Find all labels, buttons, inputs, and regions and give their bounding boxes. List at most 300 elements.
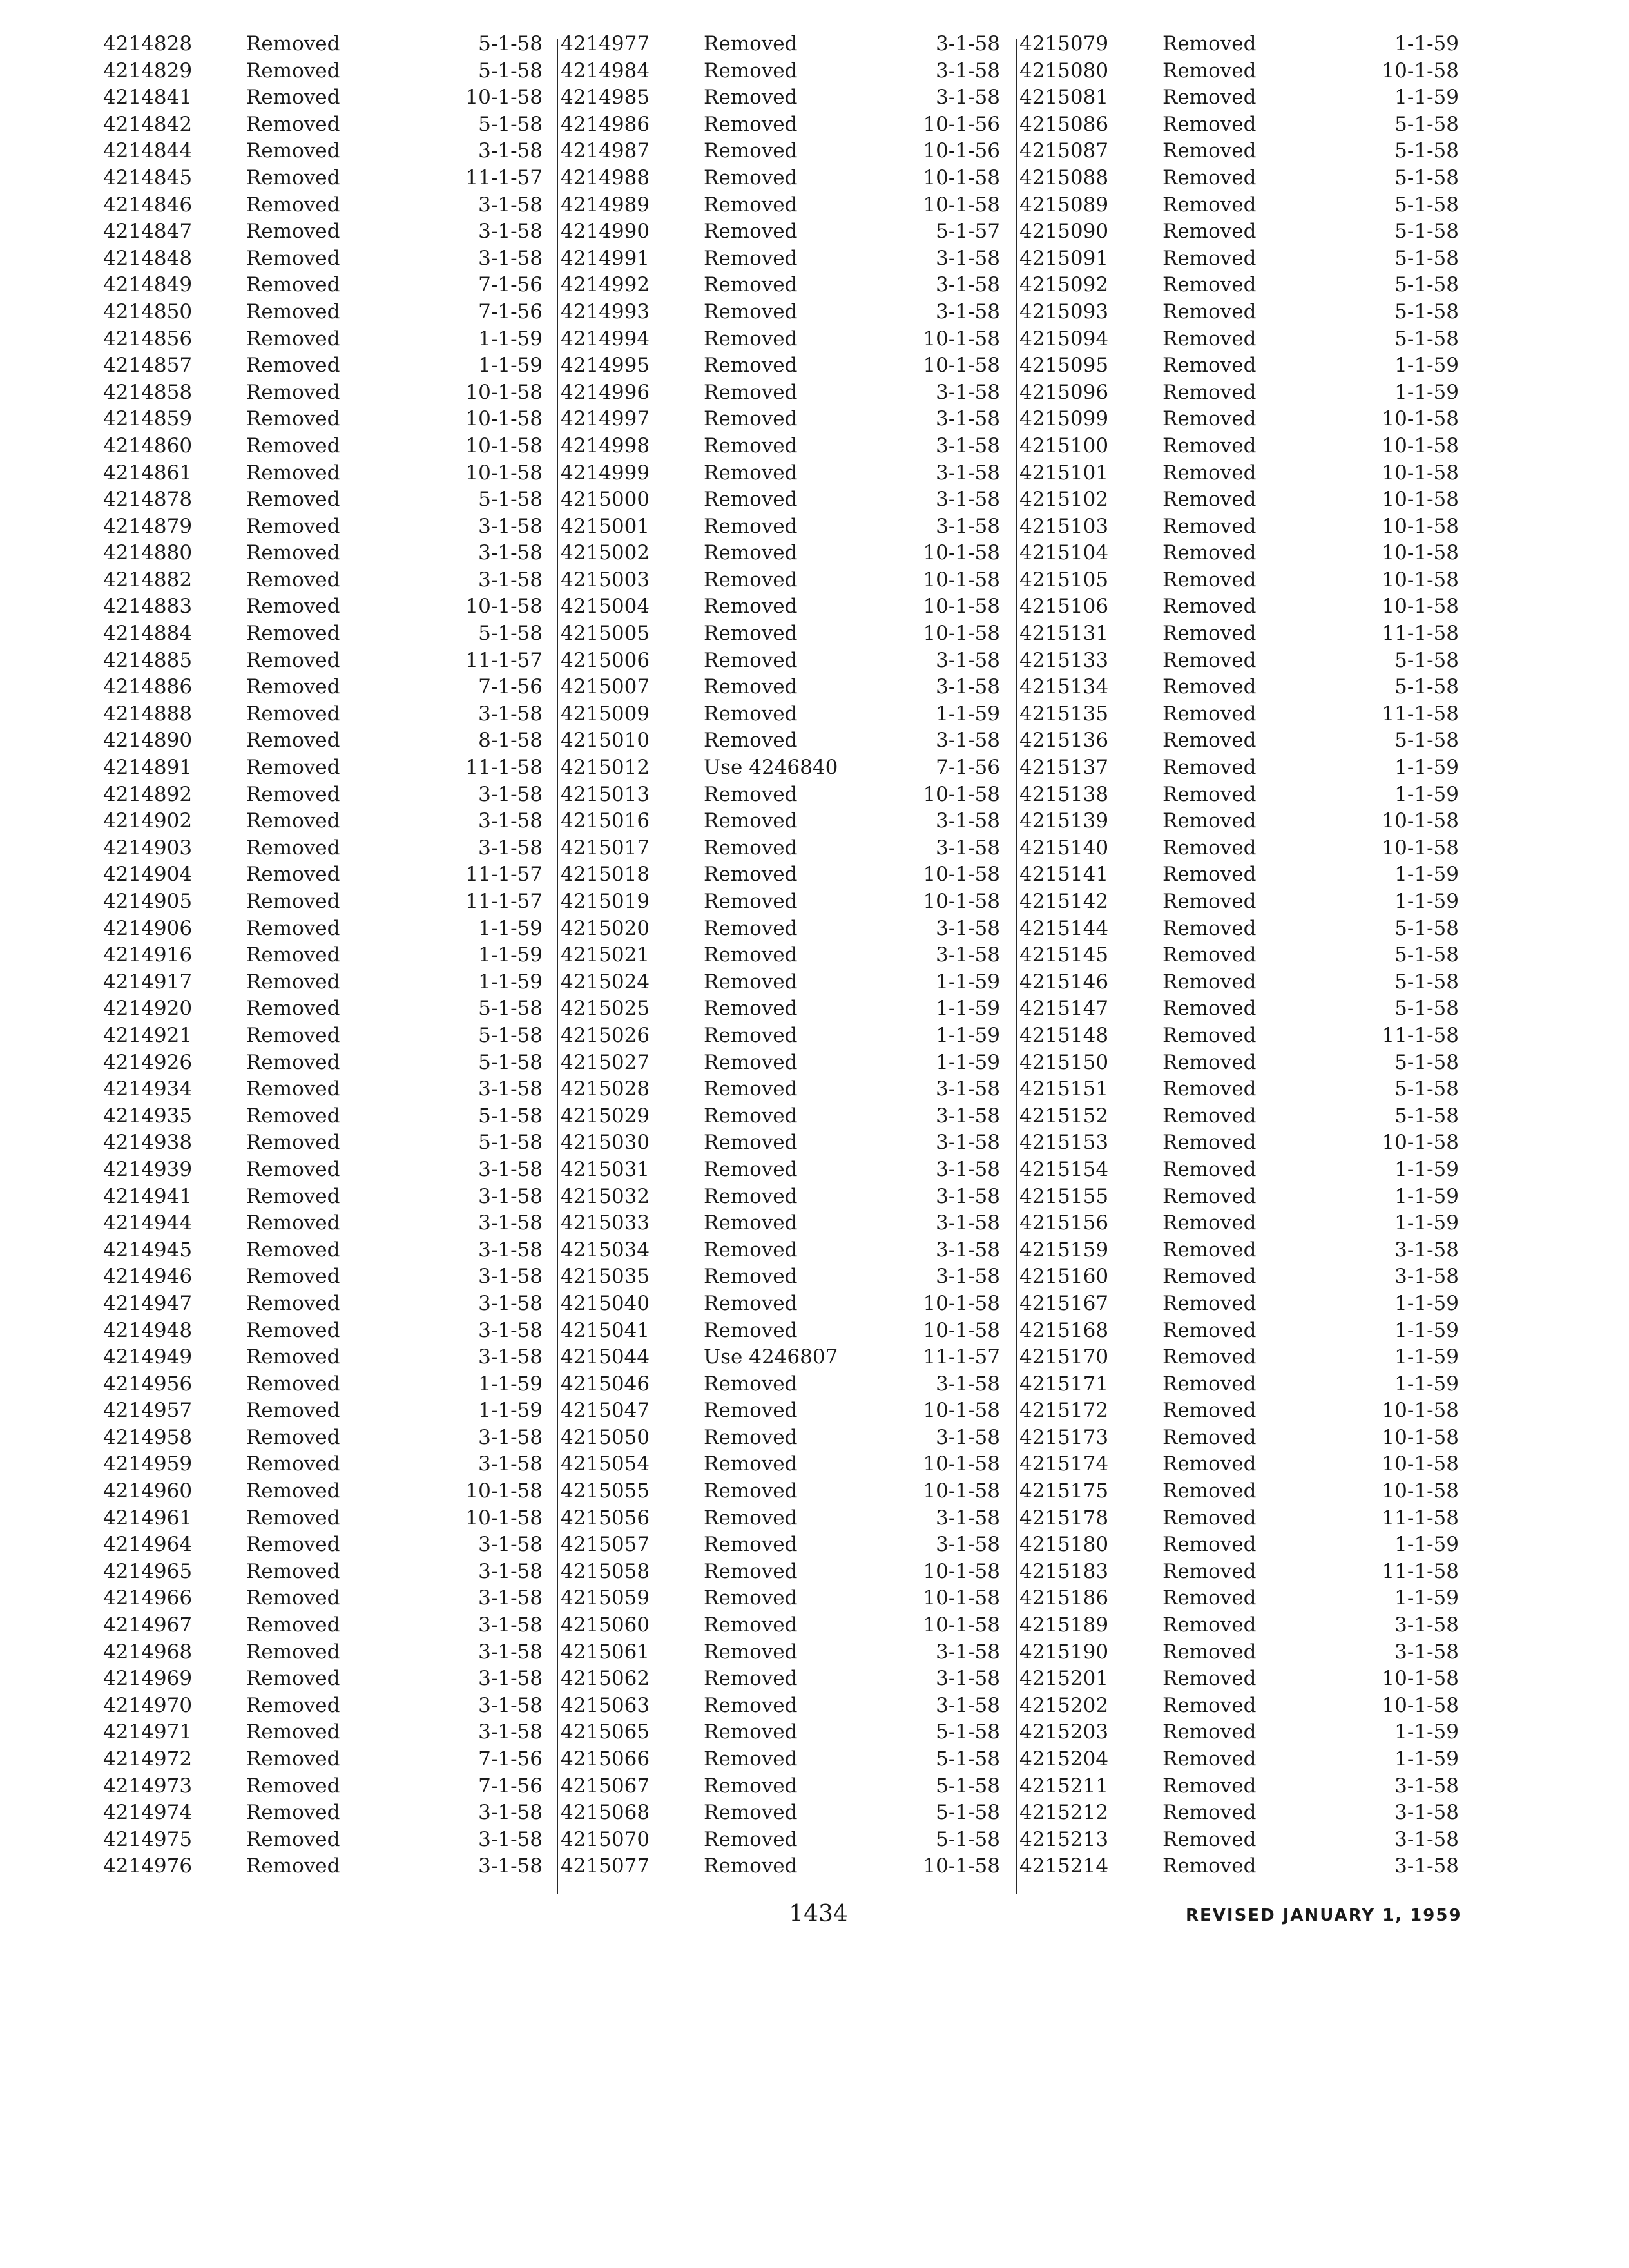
status-text: Removed: [1162, 32, 1257, 55]
table-row: [103, 1103, 554, 1130]
part-number: 4215001: [561, 514, 650, 538]
effective-date: 3-1-58: [936, 59, 1000, 82]
effective-date: 5-1-58: [1394, 300, 1459, 323]
table-row: [103, 1425, 554, 1452]
effective-date: 1-1-59: [1394, 86, 1459, 110]
status-text: Removed: [704, 514, 798, 538]
status-text: Removed: [1162, 1479, 1257, 1503]
table-row: [561, 1693, 1012, 1720]
status-text: Removed: [246, 1184, 340, 1208]
table-row: [1019, 84, 1470, 111]
status-text: Removed: [704, 1425, 798, 1449]
part-number: 4214880: [103, 541, 193, 565]
table-row: [1019, 1103, 1470, 1130]
effective-date: 10-1-58: [1382, 836, 1459, 860]
table-row: [1019, 1371, 1470, 1398]
table-row: [1019, 1318, 1470, 1345]
status-text: Removed: [1162, 970, 1257, 994]
effective-date: 3-1-58: [936, 1104, 1000, 1128]
table-row: [1019, 1639, 1470, 1666]
effective-date: 3-1-58: [478, 1077, 543, 1101]
effective-date: 5-1-58: [1394, 997, 1459, 1021]
effective-date: 11-1-57: [465, 890, 543, 913]
effective-date: 1-1-59: [1394, 1586, 1459, 1610]
effective-date: 3-1-58: [936, 488, 1000, 512]
effective-date: 3-1-58: [1394, 1854, 1459, 1878]
effective-date: 10-1-58: [1382, 809, 1459, 833]
part-number: 4214958: [103, 1425, 193, 1449]
effective-date: 10-1-58: [1382, 595, 1459, 619]
effective-date: 3-1-58: [478, 1425, 543, 1449]
part-number: 4214842: [103, 112, 193, 136]
part-number: 4215066: [561, 1747, 650, 1771]
part-number: 4214985: [561, 86, 650, 110]
effective-date: 1-1-59: [936, 970, 1000, 994]
status-text: Removed: [1162, 1586, 1257, 1610]
effective-date: 11-1-57: [465, 648, 543, 672]
part-number: 4215087: [1019, 139, 1109, 163]
part-number: 4214976: [103, 1854, 193, 1878]
effective-date: 5-1-58: [1394, 139, 1459, 163]
status-text: Use 4246807: [704, 1345, 838, 1369]
status-text: Removed: [1162, 1104, 1257, 1128]
effective-date: 1-1-59: [478, 354, 543, 378]
effective-date: 10-1-58: [1382, 1399, 1459, 1423]
table-row: [561, 1050, 1012, 1077]
table-row: [1019, 192, 1470, 219]
part-number: 4215034: [561, 1238, 650, 1262]
effective-date: 11-1-58: [1382, 702, 1459, 726]
effective-date: 10-1-58: [923, 568, 1000, 591]
table-row: [1019, 58, 1470, 85]
table-row: [103, 514, 554, 541]
effective-date: 3-1-58: [478, 1667, 543, 1691]
effective-date: 11-1-58: [1382, 622, 1459, 646]
table-row: [561, 567, 1012, 594]
table-row: [561, 1344, 1012, 1371]
effective-date: 1-1-59: [1394, 1533, 1459, 1557]
table-row: [561, 1157, 1012, 1184]
part-number: 4214856: [103, 327, 193, 351]
status-text: Removed: [246, 1238, 340, 1262]
effective-date: 10-1-58: [923, 1586, 1000, 1610]
table-row: [1019, 31, 1470, 58]
table-row: [561, 299, 1012, 326]
part-number: 4215104: [1019, 541, 1109, 565]
table-row: [561, 1853, 1012, 1880]
table-row: [1019, 1291, 1470, 1318]
status-text: Removed: [704, 1023, 798, 1047]
status-text: Removed: [704, 595, 798, 619]
table-row: [103, 782, 554, 809]
status-text: Removed: [1162, 1693, 1257, 1717]
part-number: 4215057: [561, 1533, 650, 1557]
status-text: Removed: [704, 273, 798, 297]
table-row: [1019, 1505, 1470, 1532]
effective-date: 7-1-56: [478, 1774, 543, 1798]
table-row: [561, 1639, 1012, 1666]
table-row: [103, 916, 554, 943]
effective-date: 3-1-58: [936, 32, 1000, 55]
table-row: [1019, 995, 1470, 1023]
part-number: 4215081: [1019, 86, 1109, 110]
status-text: Removed: [246, 488, 340, 512]
effective-date: 3-1-58: [478, 1640, 543, 1664]
part-number: 4215062: [561, 1667, 650, 1691]
status-text: Removed: [1162, 1774, 1257, 1798]
part-number: 4214890: [103, 729, 193, 753]
part-number: 4215091: [1019, 246, 1109, 270]
effective-date: 1-1-59: [1394, 354, 1459, 378]
status-text: Removed: [246, 1104, 340, 1128]
status-text: Removed: [704, 1506, 798, 1530]
table-row: [1019, 674, 1470, 701]
part-number: 4214964: [103, 1533, 193, 1557]
status-text: Removed: [1162, 1184, 1257, 1208]
status-text: Removed: [1162, 461, 1257, 485]
part-number: 4214884: [103, 622, 193, 646]
part-number: 4215079: [1019, 32, 1109, 55]
table-row: [561, 1773, 1012, 1800]
part-number: 4215139: [1019, 809, 1109, 833]
status-text: Removed: [704, 1801, 798, 1825]
part-number: 4215055: [561, 1479, 650, 1503]
table-row: [561, 889, 1012, 916]
effective-date: 10-1-58: [465, 1506, 543, 1530]
effective-date: 10-1-58: [923, 595, 1000, 619]
part-number: 4214848: [103, 246, 193, 270]
part-number: 4215088: [1019, 166, 1109, 189]
table-row: [561, 1800, 1012, 1827]
part-number: 4215000: [561, 488, 650, 512]
table-row: [103, 861, 554, 889]
part-number: 4214906: [103, 916, 193, 940]
status-text: Removed: [246, 541, 340, 565]
status-text: Removed: [246, 863, 340, 887]
status-text: Removed: [246, 1077, 340, 1101]
table-row: [1019, 1773, 1470, 1800]
table-row: [561, 861, 1012, 889]
status-text: Removed: [246, 970, 340, 994]
part-number: 4215146: [1019, 970, 1109, 994]
effective-date: 3-1-58: [936, 1157, 1000, 1181]
status-text: Removed: [1162, 916, 1257, 940]
part-number: 4215151: [1019, 1077, 1109, 1101]
effective-date: 8-1-58: [478, 729, 543, 753]
effective-date: 5-1-58: [936, 1801, 1000, 1825]
table-row: [103, 1129, 554, 1157]
effective-date: 10-1-58: [1382, 1452, 1459, 1476]
part-number: 4214841: [103, 86, 193, 110]
status-text: Removed: [1162, 702, 1257, 726]
part-number: 4214959: [103, 1452, 193, 1476]
status-text: Removed: [246, 434, 340, 457]
status-text: Removed: [1162, 1265, 1257, 1289]
table-row: [561, 1237, 1012, 1264]
effective-date: 3-1-58: [478, 1854, 543, 1878]
status-text: Removed: [704, 863, 798, 887]
effective-date: 5-1-58: [1394, 246, 1459, 270]
table-row: [103, 299, 554, 326]
table-row: [103, 889, 554, 916]
effective-date: 10-1-58: [923, 1479, 1000, 1503]
part-number: 4215094: [1019, 327, 1109, 351]
part-number: 4214917: [103, 970, 193, 994]
part-number: 4215003: [561, 568, 650, 591]
effective-date: 5-1-58: [1394, 648, 1459, 672]
part-number: 4214883: [103, 595, 193, 619]
table-row: [103, 1398, 554, 1425]
effective-date: 1-1-59: [1394, 1184, 1459, 1208]
part-number: 4215013: [561, 782, 650, 806]
part-number: 4214945: [103, 1238, 193, 1262]
table-row: [561, 648, 1012, 675]
table-row: [1019, 1746, 1470, 1773]
effective-date: 10-1-58: [1382, 434, 1459, 457]
effective-date: 10-1-58: [1382, 1425, 1459, 1449]
status-text: Removed: [1162, 273, 1257, 297]
part-number: 4215134: [1019, 675, 1109, 699]
status-text: Removed: [246, 1801, 340, 1825]
table-row: [561, 272, 1012, 299]
table-row: [1019, 1157, 1470, 1184]
part-number: 4215058: [561, 1559, 650, 1583]
table-row: [1019, 1666, 1470, 1693]
effective-date: 3-1-58: [478, 514, 543, 538]
effective-date: 11-1-58: [465, 756, 543, 780]
effective-date: 3-1-58: [936, 916, 1000, 940]
effective-date: 3-1-58: [936, 86, 1000, 110]
status-text: Removed: [1162, 166, 1257, 189]
part-number: 4214971: [103, 1720, 193, 1744]
effective-date: 1-1-59: [478, 943, 543, 967]
effective-date: 1-1-59: [1394, 1345, 1459, 1369]
table-row: [561, 1318, 1012, 1345]
table-row: [1019, 406, 1470, 433]
part-number: 4215145: [1019, 943, 1109, 967]
effective-date: 10-1-56: [923, 112, 1000, 136]
effective-date: 5-1-58: [478, 1023, 543, 1047]
table-row: [1019, 567, 1470, 594]
part-number: 4215175: [1019, 1479, 1109, 1503]
effective-date: 3-1-58: [936, 1425, 1000, 1449]
effective-date: 3-1-58: [478, 1720, 543, 1744]
part-number: 4214935: [103, 1104, 193, 1128]
table-row: [1019, 1532, 1470, 1559]
effective-date: 3-1-58: [936, 675, 1000, 699]
part-number: 4215026: [561, 1023, 650, 1047]
part-number: 4214892: [103, 782, 193, 806]
status-text: Removed: [1162, 59, 1257, 82]
table-row: [1019, 648, 1470, 675]
table-row: [103, 1291, 554, 1318]
effective-date: 3-1-58: [478, 809, 543, 833]
status-text: Removed: [704, 1479, 798, 1503]
part-number: 4215190: [1019, 1640, 1109, 1664]
effective-date: 5-1-58: [1394, 327, 1459, 351]
status-text: Removed: [704, 1774, 798, 1798]
effective-date: 5-1-58: [1394, 166, 1459, 189]
part-number: 4215004: [561, 595, 650, 619]
part-number: 4215050: [561, 1425, 650, 1449]
table-row: [1019, 782, 1470, 809]
status-text: Removed: [1162, 1050, 1257, 1074]
effective-date: 5-1-58: [478, 59, 543, 82]
effective-date: 1-1-59: [1394, 1372, 1459, 1396]
table-row: [561, 1827, 1012, 1854]
effective-date: 5-1-58: [478, 1131, 543, 1155]
effective-date: 10-1-58: [465, 380, 543, 404]
status-text: Removed: [1162, 1640, 1257, 1664]
table-row: [103, 567, 554, 594]
part-number: 4215030: [561, 1131, 650, 1155]
effective-date: 1-1-59: [1394, 1720, 1459, 1744]
status-text: Removed: [246, 112, 340, 136]
effective-date: 3-1-58: [478, 220, 543, 244]
status-text: Removed: [704, 1640, 798, 1664]
effective-date: 7-1-56: [478, 1747, 543, 1771]
effective-date: 1-1-59: [1394, 1747, 1459, 1771]
part-number: 4215135: [1019, 702, 1109, 726]
status-text: Removed: [246, 300, 340, 323]
effective-date: 10-1-58: [923, 1854, 1000, 1878]
table-row: [561, 754, 1012, 782]
part-number: 4215147: [1019, 997, 1109, 1021]
part-number: 4214961: [103, 1506, 193, 1530]
part-number: 4215032: [561, 1184, 650, 1208]
table-row: [103, 1719, 554, 1746]
effective-date: 5-1-58: [1394, 1050, 1459, 1074]
table-row: [103, 648, 554, 675]
part-number: 4214997: [561, 407, 650, 431]
effective-date: 1-1-59: [1394, 863, 1459, 887]
table-row: [561, 380, 1012, 407]
parts-column-1: [103, 31, 554, 1880]
status-text: Removed: [1162, 1801, 1257, 1825]
effective-date: 5-1-58: [1394, 1104, 1459, 1128]
table-row: [1019, 540, 1470, 567]
status-text: Removed: [246, 782, 340, 806]
status-text: Removed: [1162, 1399, 1257, 1423]
status-text: Removed: [246, 568, 340, 591]
status-text: Removed: [704, 1399, 798, 1423]
effective-date: 10-1-58: [923, 622, 1000, 646]
part-number: 4215018: [561, 863, 650, 887]
status-text: Removed: [704, 380, 798, 404]
part-number: 4215150: [1019, 1050, 1109, 1074]
table-row: [561, 969, 1012, 996]
table-row: [561, 782, 1012, 809]
part-number: 4215204: [1019, 1747, 1109, 1771]
table-row: [103, 486, 554, 514]
effective-date: 3-1-58: [936, 1131, 1000, 1155]
effective-date: 3-1-58: [936, 1211, 1000, 1235]
table-row: [561, 674, 1012, 701]
effective-date: 5-1-58: [936, 1720, 1000, 1744]
part-number: 4215202: [1019, 1693, 1109, 1717]
status-text: Removed: [704, 1693, 798, 1717]
part-number: 4215138: [1019, 782, 1109, 806]
part-number: 4214861: [103, 461, 193, 485]
status-text: Removed: [704, 648, 798, 672]
effective-date: 5-1-58: [478, 622, 543, 646]
column-divider: [1016, 39, 1017, 1894]
effective-date: 3-1-58: [478, 541, 543, 565]
part-number: 4215060: [561, 1613, 650, 1637]
effective-date: 3-1-58: [936, 1372, 1000, 1396]
effective-date: 7-1-56: [478, 675, 543, 699]
table-row: [561, 1076, 1012, 1103]
effective-date: 3-1-58: [478, 1318, 543, 1342]
part-number: 4215136: [1019, 729, 1109, 753]
status-text: Removed: [704, 193, 798, 216]
part-number: 4215214: [1019, 1854, 1109, 1878]
table-row: [103, 218, 554, 245]
effective-date: 10-1-58: [1382, 407, 1459, 431]
table-row: [103, 58, 554, 85]
table-row: [103, 1853, 554, 1880]
table-row: [103, 727, 554, 754]
part-number: 4215065: [561, 1720, 650, 1744]
effective-date: 3-1-58: [1394, 1801, 1459, 1825]
status-text: Removed: [1162, 756, 1257, 780]
effective-date: 5-1-58: [1394, 729, 1459, 753]
status-text: Removed: [704, 59, 798, 82]
status-text: Removed: [704, 220, 798, 244]
table-row: [103, 1585, 554, 1612]
table-row: [561, 1264, 1012, 1291]
status-text: Removed: [1162, 1559, 1257, 1583]
part-number: 4215144: [1019, 916, 1109, 940]
status-text: Removed: [704, 1050, 798, 1074]
effective-date: 10-1-58: [923, 1452, 1000, 1476]
part-number: 4215021: [561, 943, 650, 967]
status-text: Removed: [246, 1211, 340, 1235]
status-text: Removed: [704, 1157, 798, 1181]
status-text: Removed: [1162, 997, 1257, 1021]
status-text: Removed: [246, 622, 340, 646]
status-text: Removed: [246, 675, 340, 699]
effective-date: 11-1-57: [923, 1345, 1000, 1369]
status-text: Removed: [246, 809, 340, 833]
status-text: Removed: [1162, 1157, 1257, 1181]
part-number: 4214986: [561, 112, 650, 136]
status-text: Removed: [246, 514, 340, 538]
effective-date: 3-1-58: [478, 1238, 543, 1262]
table-row: [561, 1371, 1012, 1398]
effective-date: 3-1-58: [1394, 1774, 1459, 1798]
table-row: [561, 58, 1012, 85]
part-number: 4214882: [103, 568, 193, 591]
table-row: [1019, 620, 1470, 648]
part-number: 4215080: [1019, 59, 1109, 82]
status-text: Removed: [704, 488, 798, 512]
table-row: [561, 460, 1012, 487]
table-row: [561, 31, 1012, 58]
status-text: Removed: [246, 32, 340, 55]
effective-date: 10-1-58: [465, 434, 543, 457]
status-text: Removed: [1162, 1747, 1257, 1771]
status-text: Removed: [1162, 1023, 1257, 1047]
effective-date: 3-1-58: [478, 782, 543, 806]
effective-date: 7-1-56: [478, 273, 543, 297]
effective-date: 3-1-58: [936, 1238, 1000, 1262]
part-number: 4215092: [1019, 273, 1109, 297]
effective-date: 3-1-58: [478, 246, 543, 270]
table-row: [1019, 889, 1470, 916]
effective-date: 11-1-57: [465, 166, 543, 189]
effective-date: 3-1-58: [936, 1640, 1000, 1664]
